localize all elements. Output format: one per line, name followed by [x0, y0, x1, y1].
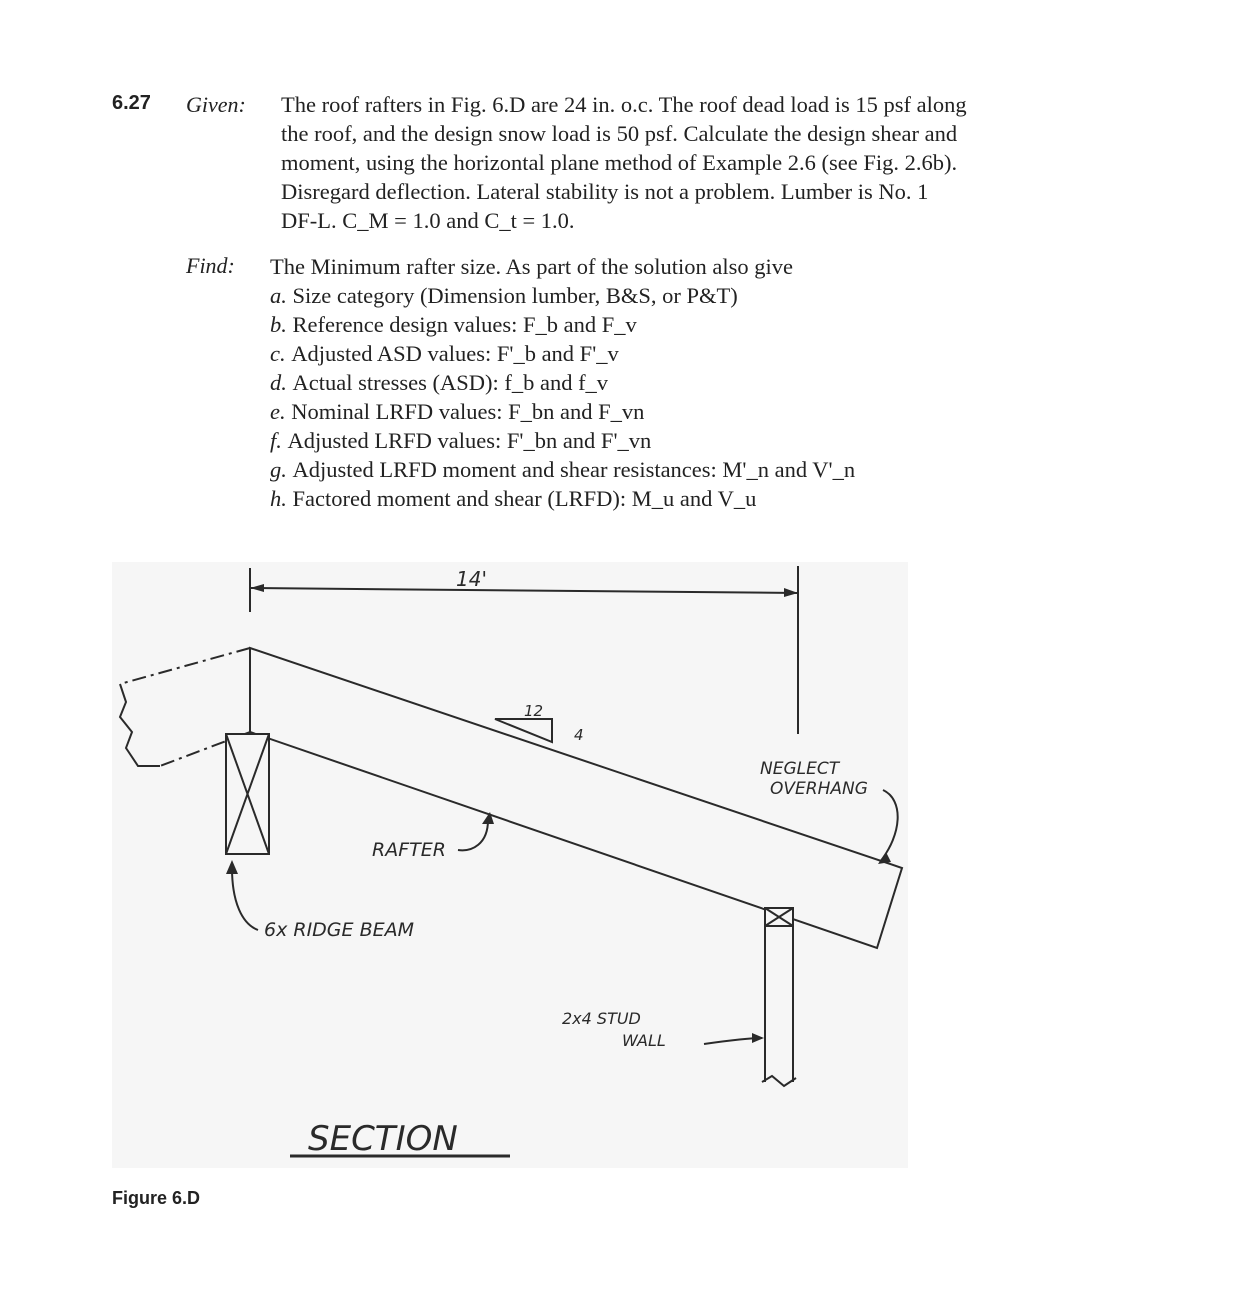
find-label: Find: — [186, 253, 235, 278]
find-item-d — [270, 368, 855, 397]
find-item-g — [270, 455, 855, 484]
find-item-text: Adjusted LRFD moment and shear resistances: M'_n and V'_n — [292, 457, 856, 482]
figure-caption: Figure 6.D — [112, 1188, 201, 1208]
overhang-label-line-2: OVERHANG — [770, 779, 868, 799]
slope-rise-label: 4 — [574, 726, 584, 744]
find-list — [270, 281, 855, 513]
span-label: 14' — [456, 567, 487, 591]
find-section — [270, 252, 855, 513]
find-item-letter: b. — [270, 312, 293, 337]
find-item-letter: f. — [270, 428, 288, 453]
find-item-h — [270, 484, 855, 513]
find-item-b — [270, 310, 855, 339]
find-item-text: Size category (Dimension lumber, B&S, or P&T) — [292, 283, 738, 308]
find-item-text: Nominal LRFD values: F_bn and F_vn — [291, 399, 645, 424]
find-intro: The Minimum rafter size. As part of the solution also give — [270, 254, 794, 279]
given-line-5: DF-L. C_M = 1.0 and C_t = 1.0. — [281, 208, 575, 233]
overhang-label-line-1: NEGLECT — [760, 759, 840, 779]
problem-number: 6.27 — [112, 92, 151, 114]
find-item-letter: h. — [270, 486, 293, 511]
given-line-2: the roof, and the design snow load is 50 psf. Calculate the design shear and — [281, 121, 958, 146]
find-item-text: Actual stresses (ASD): f_b and f_v — [292, 370, 609, 395]
find-item-letter: a. — [270, 283, 293, 308]
find-item-a — [270, 281, 855, 310]
section-label: SECTION — [308, 1119, 458, 1159]
find-item-f — [270, 426, 855, 455]
find-item-letter: d. — [270, 370, 293, 395]
find-item-text: Factored moment and shear (LRFD): M_u and V_u — [292, 486, 757, 511]
wall-label-line-2: WALL — [622, 1031, 666, 1050]
find-item-text: Adjusted LRFD values: F'_bn and F'_vn — [287, 428, 652, 453]
find-item-letter: g. — [270, 457, 293, 482]
find-item-c — [270, 339, 855, 368]
roof-section-drawing — [112, 562, 912, 1172]
find-item-text: Reference design values: F_b and F_v — [292, 312, 637, 337]
find-item-e — [270, 397, 855, 426]
given-paragraph — [281, 90, 967, 235]
ridge-beam-label: 6x RIDGE BEAM — [264, 919, 415, 941]
find-item-letter: c. — [270, 341, 292, 366]
given-line-4: Disregard deflection. Lateral stability is not a problem. Lumber is No. 1 — [281, 179, 929, 204]
find-item-text: Adjusted ASD values: F'_b and F'_v — [291, 341, 619, 366]
find-item-letter: e. — [270, 399, 292, 424]
given-line-3: moment, using the horizontal plane method of Example 2.6 (see Fig. 2.6b). — [281, 150, 958, 175]
wall-label-line-1: 2x4 STUD — [562, 1009, 641, 1028]
given-line-1: The roof rafters in Fig. 6.D are 24 in. o.c. The roof dead load is 15 psf along — [281, 92, 967, 117]
slope-run-label: 12 — [524, 702, 544, 720]
given-label: Given: — [186, 92, 246, 117]
rafter-label: RAFTER — [372, 839, 446, 861]
